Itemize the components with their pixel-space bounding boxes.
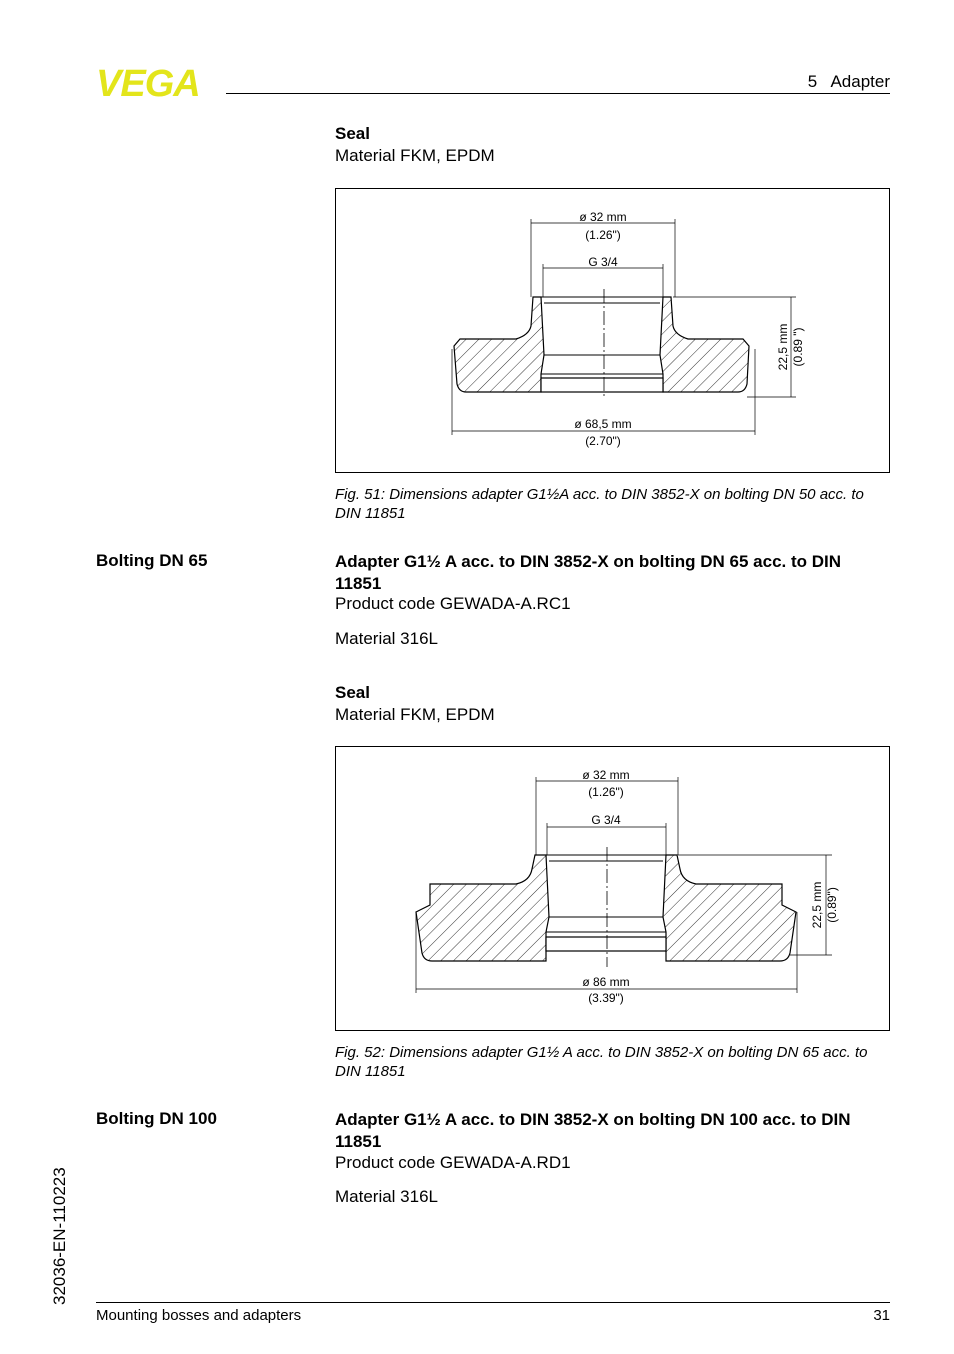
drawing-dn65 (336, 747, 889, 1030)
dim-bottom-in-2: (3.39") (588, 991, 624, 1005)
figure-51-caption: Fig. 51: Dimensions adapter G1½A acc. to DIN 3852-X on bolting DN 50 acc. to DIN 11851 (335, 486, 864, 522)
dim-top-mm-2: ø 32 mm (582, 768, 630, 782)
dim-bottom-in-1: (2.70") (585, 434, 621, 448)
drawing-dn50 (336, 189, 889, 472)
svg-text:VEGA: VEGA (96, 66, 200, 98)
product-code-dn65: Product code GEWADA-A.RC1 (335, 594, 571, 613)
material-dn100: Material 316L (335, 1187, 439, 1206)
figure-52 (335, 746, 890, 1031)
title-dn65: Adapter G1½ A acc. to DIN 3852-X on bolting DN 65 acc. to DIN 11851 (335, 552, 842, 593)
side-label-dn100: Bolting DN 100 (96, 1109, 217, 1128)
dim-top-mm-1: ø 32 mm (579, 210, 627, 224)
figure-51 (335, 188, 890, 473)
product-code-dn100: Product code GEWADA-A.RD1 (335, 1153, 571, 1172)
chapter-title: 5 Adapter (807, 72, 890, 91)
title-dn100: Adapter G1½ A acc. to DIN 3852-X on bolting DN 100 acc. to DIN 11851 (335, 1110, 851, 1151)
figure-52-caption: Fig. 52: Dimensions adapter G1½ A acc. to DIN 3852-X on bolting DN 65 acc. to DIN 11851 (335, 1044, 868, 1080)
page-number: 31 (873, 1307, 890, 1324)
dim-height-in-1: (0.89 ") (791, 327, 805, 367)
side-label-dn65: Bolting DN 65 (96, 551, 208, 570)
vega-logo (96, 66, 220, 98)
footer-rule (96, 1302, 890, 1303)
dim-bottom-mm-2: ø 86 mm (582, 975, 630, 989)
header-rule (226, 93, 890, 94)
material-dn65: Material 316L (335, 629, 439, 648)
dim-height-mm-2: 22,5 mm (810, 881, 824, 929)
dim-height-in-2: (0.89") (825, 887, 839, 923)
seal-heading-2: Seal (335, 683, 370, 702)
dim-height-mm-1: 22,5 mm (776, 323, 790, 371)
dim-top-in-2: (1.26") (588, 785, 624, 799)
seal-material-2: Material FKM, EPDM (335, 705, 495, 724)
dim-thread-1: G 3/4 (588, 255, 618, 269)
dim-thread-2: G 3/4 (591, 813, 621, 827)
document-id: 32036-EN-110223 (50, 1167, 69, 1305)
footer-title: Mounting bosses and adapters (96, 1307, 302, 1324)
seal-heading-1: Seal (335, 124, 370, 143)
seal-material-1: Material FKM, EPDM (335, 146, 495, 165)
dim-top-in-1: (1.26") (585, 228, 621, 242)
dim-bottom-mm-1: ø 68,5 mm (574, 417, 632, 431)
